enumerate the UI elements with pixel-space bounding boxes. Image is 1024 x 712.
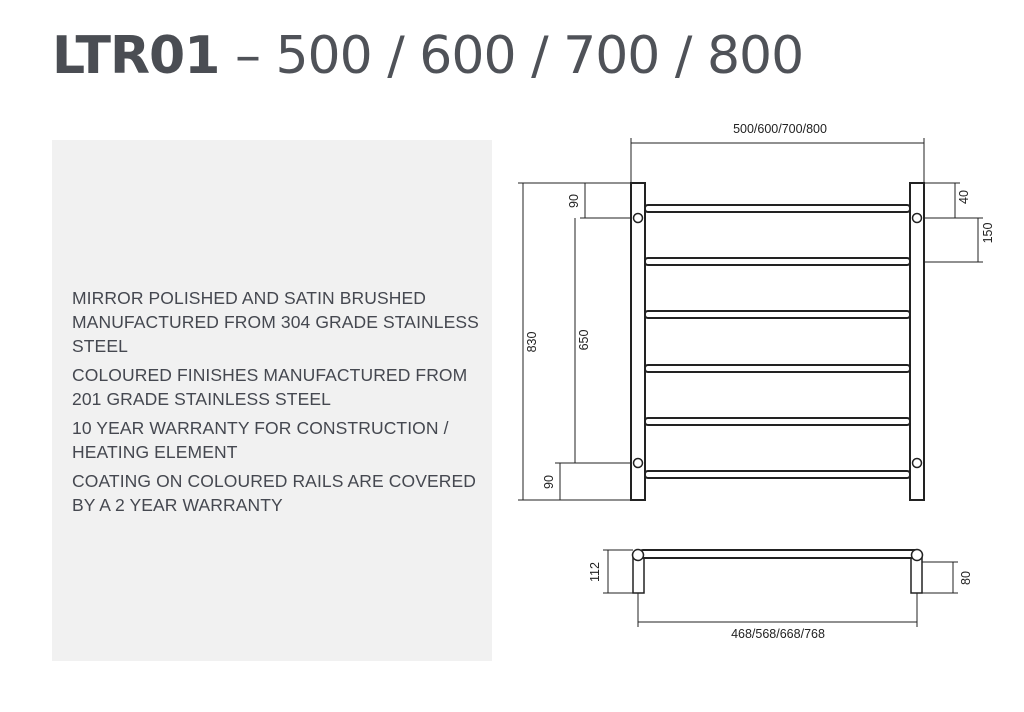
dim-side-depth: 112 xyxy=(588,562,602,582)
front-view xyxy=(518,138,983,500)
mount-point xyxy=(913,459,922,468)
left-upright xyxy=(631,183,645,500)
feature-item: MIRROR POLISHED AND SATIN BRUSHED MANUFACTURED FROM 304 GRADE STAINLESS STEEL xyxy=(72,288,479,356)
rail xyxy=(645,205,910,212)
dim-height-total: 830 xyxy=(525,331,539,353)
technical-drawing xyxy=(500,110,1010,670)
feature-item: COLOURED FINISHES MANUFACTURED FROM 201 GRADE STAINLESS STEEL xyxy=(72,365,468,409)
rail xyxy=(645,418,910,425)
dim-bracket-width: 468/568/668/768 xyxy=(731,627,825,641)
side-view xyxy=(603,550,958,628)
rail xyxy=(645,471,910,478)
dim-top-offset: 90 xyxy=(567,194,581,208)
dim-width: 500/600/700/800 xyxy=(733,122,827,136)
mount-point xyxy=(913,214,922,223)
mount-point xyxy=(634,214,643,223)
dim-rail-spacing: 150 xyxy=(981,222,995,244)
model-name: LTR01 xyxy=(52,26,220,86)
features-list xyxy=(72,286,482,522)
right-upright xyxy=(910,183,924,500)
rails xyxy=(645,205,910,478)
rail xyxy=(645,311,910,318)
side-mount xyxy=(633,550,644,561)
rail xyxy=(645,258,910,265)
side-rail xyxy=(640,550,918,558)
mount-point xyxy=(634,459,643,468)
dim-bracket-spacing: 650 xyxy=(577,329,591,351)
dim-top-rail-offset: 40 xyxy=(957,190,971,204)
feature-item: 10 YEAR WARRANTY FOR CONSTRUCTION / HEATING ELEMENT xyxy=(72,418,449,462)
rail xyxy=(645,365,910,372)
dim-side-standoff: 80 xyxy=(959,571,973,585)
features-panel xyxy=(52,140,492,661)
page-title xyxy=(52,26,803,96)
model-sizes: – 500 / 600 / 700 / 800 xyxy=(234,26,804,86)
dim-bottom-offset: 90 xyxy=(542,475,556,489)
feature-item: COATING ON COLOURED RAILS ARE COVERED BY A 2 YEAR WARRANTY xyxy=(72,471,477,515)
side-mount xyxy=(912,550,923,561)
